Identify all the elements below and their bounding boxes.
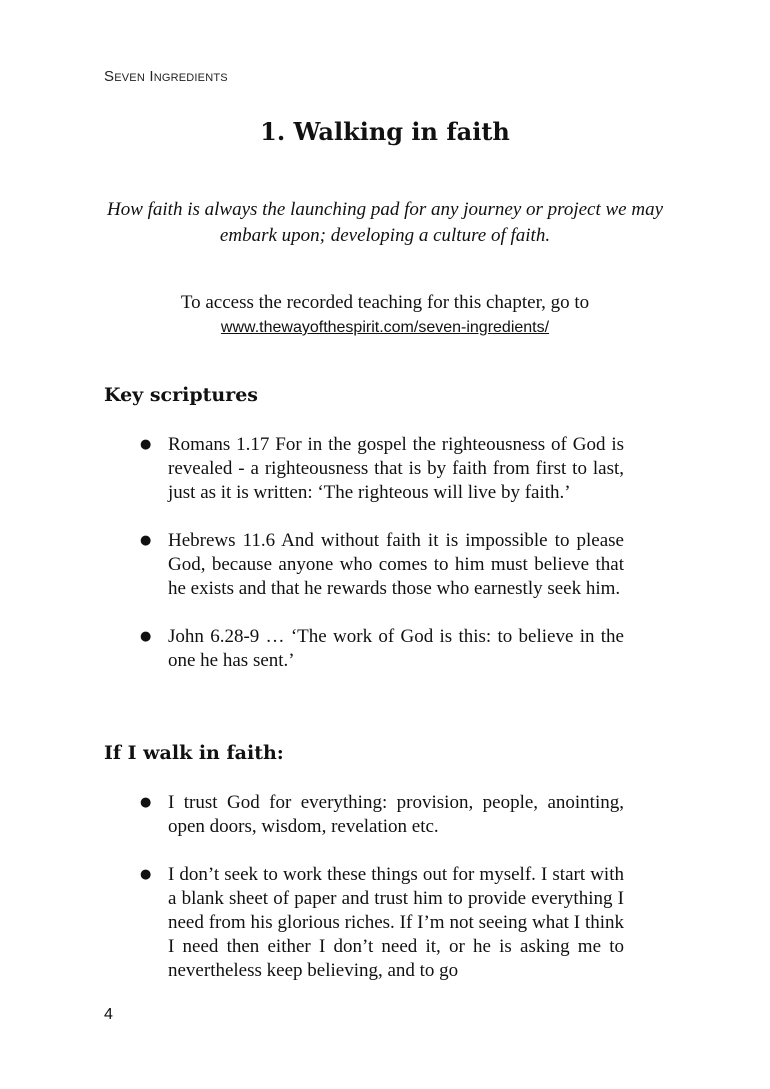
bullet-icon: ●	[140, 629, 152, 644]
bullet-icon: ●	[140, 867, 152, 882]
list-item	[0, 863, 624, 983]
chapter-subtitle: How faith is always the launching pad for any journey or project we may embark upon; developing a culture of faith.	[106, 199, 664, 246]
walk-in-faith-heading: If I walk in faith:	[104, 742, 284, 764]
list-item-text: I trust God for everything: provision, people, anointing, open doors, wisdom, revelation etc.	[168, 792, 624, 837]
list-item-text: I don’t seek to work these things out for myself. I start with a blank sheet of paper and trust him to provide everything I need from his glorious riches. If I’m not seeing what I think I need then either I don’t need it, or he is asking me to nevertheless keep believing, and to go	[168, 864, 624, 981]
list-item-text: Hebrews 11.6 And without faith it is impossible to please God, because anyone who comes to him must believe that he exists and that he rewards those who earnestly seek him.	[168, 530, 624, 599]
walk-in-faith-list	[0, 791, 624, 1007]
running-head: Seven Ingredients	[104, 68, 228, 85]
bullet-icon: ●	[140, 533, 152, 548]
bullet-icon: ●	[140, 437, 152, 452]
access-link-line	[0, 317, 770, 339]
list-item	[0, 433, 624, 505]
teaching-url-link[interactable]: www.thewayofthespirit.com/seven-ingredients/	[220, 319, 550, 336]
list-item-text: John 6.28-9 … ‘The work of God is this: to believe in the one he has sent.’	[168, 626, 624, 671]
page-number: 4	[104, 1006, 113, 1023]
access-instructions: To access the recorded teaching for this chapter, go to	[180, 292, 590, 313]
bullet-icon: ●	[140, 795, 152, 810]
key-scriptures-heading: Key scriptures	[104, 384, 259, 406]
list-item	[0, 625, 624, 673]
key-scriptures-list	[0, 433, 624, 697]
list-item	[0, 529, 624, 601]
list-item-text: Romans 1.17 For in the gospel the righteousness of God is revealed - a righteousness that is by faith from first to last, just as it is written: ‘The righteous will live by faith.’	[168, 434, 624, 503]
list-item	[0, 791, 624, 839]
chapter-title: 1. Walking in faith	[260, 117, 510, 146]
